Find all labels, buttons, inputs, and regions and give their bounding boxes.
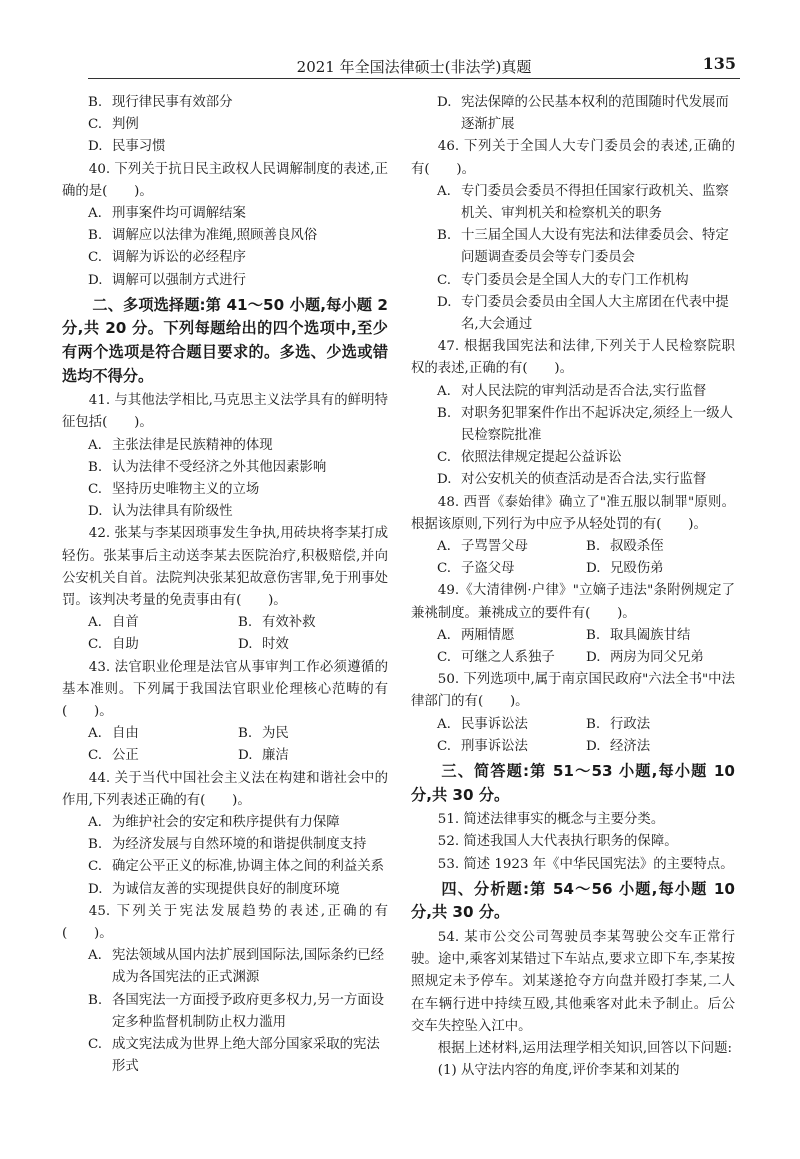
text-span: 兄殴伤弟 [610,561,664,577]
text-span: 取具阖族甘结 [610,627,691,643]
text-span: 子盗父母 [461,561,515,577]
option-b [62,225,388,247]
option-a [88,723,238,745]
option-a [411,181,735,225]
text-span: 专门委员会是全国人大的专门工作机构 [461,272,689,288]
text-span: D. [586,650,601,666]
options-grid [411,714,735,758]
option-d [411,469,735,491]
text-span: D. [88,881,103,897]
text-span: C. [437,450,452,466]
text-span: 主张法律是民族精神的体现 [112,437,273,453]
text-span: D. [586,738,601,754]
text-span: A. [437,716,451,732]
options-grid [411,536,735,580]
option-d [62,501,388,523]
question-43: 43. 法官职业伦理是法官从事审判工作必须遵循的基本准则。下列属于我国法官职业伦理核心范畴的有( )。 [62,659,388,720]
question-46: 46. 下列关于全国人大专门委员会的表述,正确的有( )。 [411,139,735,177]
options-grid [62,723,388,767]
option-b [411,403,735,447]
text-span: 自由 [112,726,139,742]
text-span: D. [238,748,253,764]
section-heading-analysis: 四、分析题:第 54～56 小题,每小题 10 分,共 30 分。 [411,879,735,922]
text-span: B. [586,539,601,555]
text-span: 对职务犯罪案件作出不起诉决定,须经上一级人民检察院批准 [461,405,734,444]
question-45: 45. 下列关于宪法发展趋势的表述,正确的有( )。 [62,903,388,942]
right-column [411,92,735,1083]
question-40: 40. 下列关于抗日民主政权人民调解制度的表述,正确的是( )。 [62,161,388,199]
text-span: 子骂詈父母 [461,539,528,555]
text-span: D. [88,272,103,288]
option-a [62,203,388,225]
text-span: 刑事案件均可调解结案 [112,206,246,222]
text-span: B. [238,615,253,631]
option-b [238,723,388,745]
question-53: 53. 简述 1923 年《中华民国宪法》的主要特点。 [437,856,734,872]
text-span: A. [88,615,102,631]
text-span: A. [437,383,451,399]
text-span: C. [88,859,103,875]
text-span: 自助 [112,637,139,653]
text-span: 宪法保障的公民基本权利的范围随时代发展而逐渐扩展 [461,95,729,133]
question-41: 41. 与其他法学相比,马克思主义法学具有的鲜明特征包括( )。 [62,393,388,431]
text-span: 两房为同父兄弟 [610,650,704,666]
question-44: 44. 关于当代中国社会主义法在构建和谐社会中的作用,下列表述正确的有( )。 [62,770,388,808]
text-span: 确定公平正义的标准,协调主体之间的利益关系 [112,859,385,875]
left-column [62,92,388,1079]
text-span: 专门委员会委员不得担任国家行政机关、监察机关、审判机关和检察机关的职务 [461,183,729,222]
text-span: 时效 [262,637,289,653]
option-c [88,634,238,656]
question-42: 42. 张某与李某因琐事发生争执,用砖块将李某打成轻伤。张某事后主动送李某去医院治疗,积极赔偿,并向公安机关自首。法院判决张某犯故意伤害罪,免于刑事处罚。该判决考量的免责事由有( )。 [62,526,388,609]
text-span: 可继之人系独子 [461,650,555,666]
text-span: B. [88,837,103,853]
text-span: B. [88,459,103,475]
text-span: D. [437,294,452,310]
text-span: 叔殴杀侄 [610,539,664,555]
option-b [238,612,388,634]
text-span: 调解应以法律为准绳,照顾善良风俗 [112,228,318,244]
option-b [62,457,388,479]
text-span: C. [88,1037,103,1053]
text-span: 调解可以强制方式进行 [112,272,246,288]
text-span: 自首 [112,615,139,631]
text-span: A. [88,437,102,453]
question-51: 51. 简述法律事实的概念与主要分类。 [437,812,665,828]
text-span: 经济法 [610,738,651,754]
text-span: A. [88,815,102,831]
text-span: C. [88,748,103,764]
text-span: C. [437,561,452,577]
text-span: 两厢情愿 [461,627,515,643]
text-span: 成文宪法成为世界上绝大部分国家采取的宪法形式 [112,1037,380,1075]
page-header [88,54,740,79]
text-span: 各国宪法一方面授予政府更多权力,另一方面设定多种监督机制防止权力滥用 [112,992,385,1030]
text-span: B. [88,95,103,110]
text-span: 民事诉讼法 [461,716,528,732]
question-54: 54. 某市公交公司驾驶员李某驾驶公交车正常行驶。途中,乘客刘某错过下车站点,要求立即下车,李某按照规定未予停车。刘某遂抢夺方向盘并殴打李某,二人在车辆行进中持续互殴,其他乘客对此未予制止。后公交车失控坠入江中。 [411,930,735,1034]
text-span: 公正 [112,748,139,764]
option-b [62,834,388,856]
text-span: A. [88,206,102,222]
text-span: B. [586,627,601,643]
text-span: C. [88,637,103,653]
text-span: B. [88,992,103,1008]
text-span: C. [437,738,452,754]
option-d [586,736,735,758]
text-span: 坚持历史唯物主义的立场 [112,482,260,498]
text-span: D. [88,139,103,155]
options-grid [411,625,735,669]
sub-question-1: (1) 从守法内容的角度,评价李某和刘某的 [437,1063,680,1079]
options-grid [62,612,388,656]
option-b [62,92,388,114]
option-c [411,447,735,469]
text-span: 为经济发展与自然环境的和谐提供制度支持 [112,837,367,853]
option-a [437,625,586,647]
text-span: 廉洁 [262,748,289,764]
page-number: 135 [702,54,736,73]
option-d [586,558,735,580]
question-52: 52. 简述我国人大代表执行职务的保障。 [437,834,678,850]
text-span: 判例 [112,117,139,133]
text-span: B. [586,716,601,732]
text-span: 调解为诉讼的必经程序 [112,250,246,266]
option-d [62,879,388,901]
option-a [62,945,388,989]
question-48: 48. 西晋《泰始律》确立了"准五服以制罪"原则。根据该原则,下列行为中应予从轻处罚的有( )。 [411,494,735,532]
text-span: A. [437,539,451,555]
option-c [437,647,586,669]
text-span: C. [437,272,452,288]
text-span: C. [88,250,103,266]
instruction: 根据上述材料,运用法理学相关知识,回答以下问题: [437,1041,733,1057]
option-a [62,812,388,834]
text-span: B. [437,228,452,244]
text-span: 十三届全国人大设有宪法和法律委员会、特定问题调查委员会等专门委员会 [461,228,729,266]
text-span: C. [88,117,103,133]
text-span: A. [437,183,451,199]
option-d [586,647,735,669]
text-span: 认为法律具有阶级性 [112,504,233,520]
option-b [411,225,735,269]
option-c [62,247,388,269]
option-a [411,381,735,403]
option-c [437,736,586,758]
option-a [437,714,586,736]
text-span: D. [586,561,601,577]
option-d [62,136,388,158]
text-span: 宪法领域从国内法扩展到国际法,国际条约已经成为各国宪法的正式渊源 [112,948,385,986]
option-a [437,536,586,558]
text-span: 依照法律规定提起公益诉讼 [461,450,622,466]
section-heading-multiple-choice: 二、多项选择题:第 41～50 小题,每小题 2 分,共 20 分。下列每题给出的四个选项中,至少有两个选项是符合题目要求的。多选、少选或错选均不得分。 [62,295,388,385]
text-span: D. [437,472,452,488]
text-span: B. [238,726,253,742]
text-span: B. [437,405,452,421]
option-d [411,292,735,336]
text-span: 专门委员会委员由全国人大主席团在代表中提名,大会通过 [461,294,729,333]
option-a [62,435,388,457]
text-span: 有效补救 [262,615,316,631]
option-b [586,714,735,736]
text-span: 认为法律不受经济之外其他因素影响 [112,459,327,475]
text-span: A. [88,948,102,964]
option-c [62,1034,388,1078]
option-b [586,536,735,558]
text-span: A. [437,627,451,643]
text-span: 刑事诉讼法 [461,738,528,754]
option-a [88,612,238,634]
question-49: 49.《大清律例·户律》"立嫡子违法"条附例规定了兼祧制度。兼祧成立的要件有( )。 [411,583,735,621]
option-c [411,270,735,292]
option-c [62,856,388,878]
text-span: 对公安机关的侦查活动是否合法,实行监督 [461,472,707,488]
text-span: 行政法 [610,716,651,732]
text-span: C. [437,650,452,666]
text-span: 为民 [262,726,289,742]
text-span: 对人民法院的审判活动是否合法,实行监督 [461,383,707,399]
header-title: 2021 年全国法律硕士(非法学)真题 [296,58,532,76]
option-c [62,114,388,136]
text-span: D. [238,637,253,653]
option-c [88,745,238,767]
text-span: D. [88,504,103,520]
section-heading-short-answer: 三、简答题:第 51～53 小题,每小题 10 分,共 30 分。 [411,762,735,804]
text-span: D. [437,95,452,110]
text-span: 为诚信友善的实现提供良好的制度环境 [112,881,340,897]
text-span: C. [88,482,103,498]
option-b [62,990,388,1034]
option-b [586,625,735,647]
text-span: 为维护社会的安定和秩序提供有力保障 [112,815,340,831]
option-d [238,745,388,767]
question-50: 50. 下列选项中,属于南京国民政府"六法全书"中法律部门的有( )。 [411,672,735,710]
option-c [62,479,388,501]
question-47: 47. 根据我国宪法和法律,下列关于人民检察院职权的表述,正确的有( )。 [411,339,735,377]
text-span: A. [88,726,102,742]
option-c [437,558,586,580]
text-span: 现行律民事有效部分 [112,95,233,110]
option-d [411,92,735,136]
text-span: 民事习惯 [112,139,166,155]
option-d [62,270,388,292]
option-d [238,634,388,656]
text-span: B. [88,228,103,244]
